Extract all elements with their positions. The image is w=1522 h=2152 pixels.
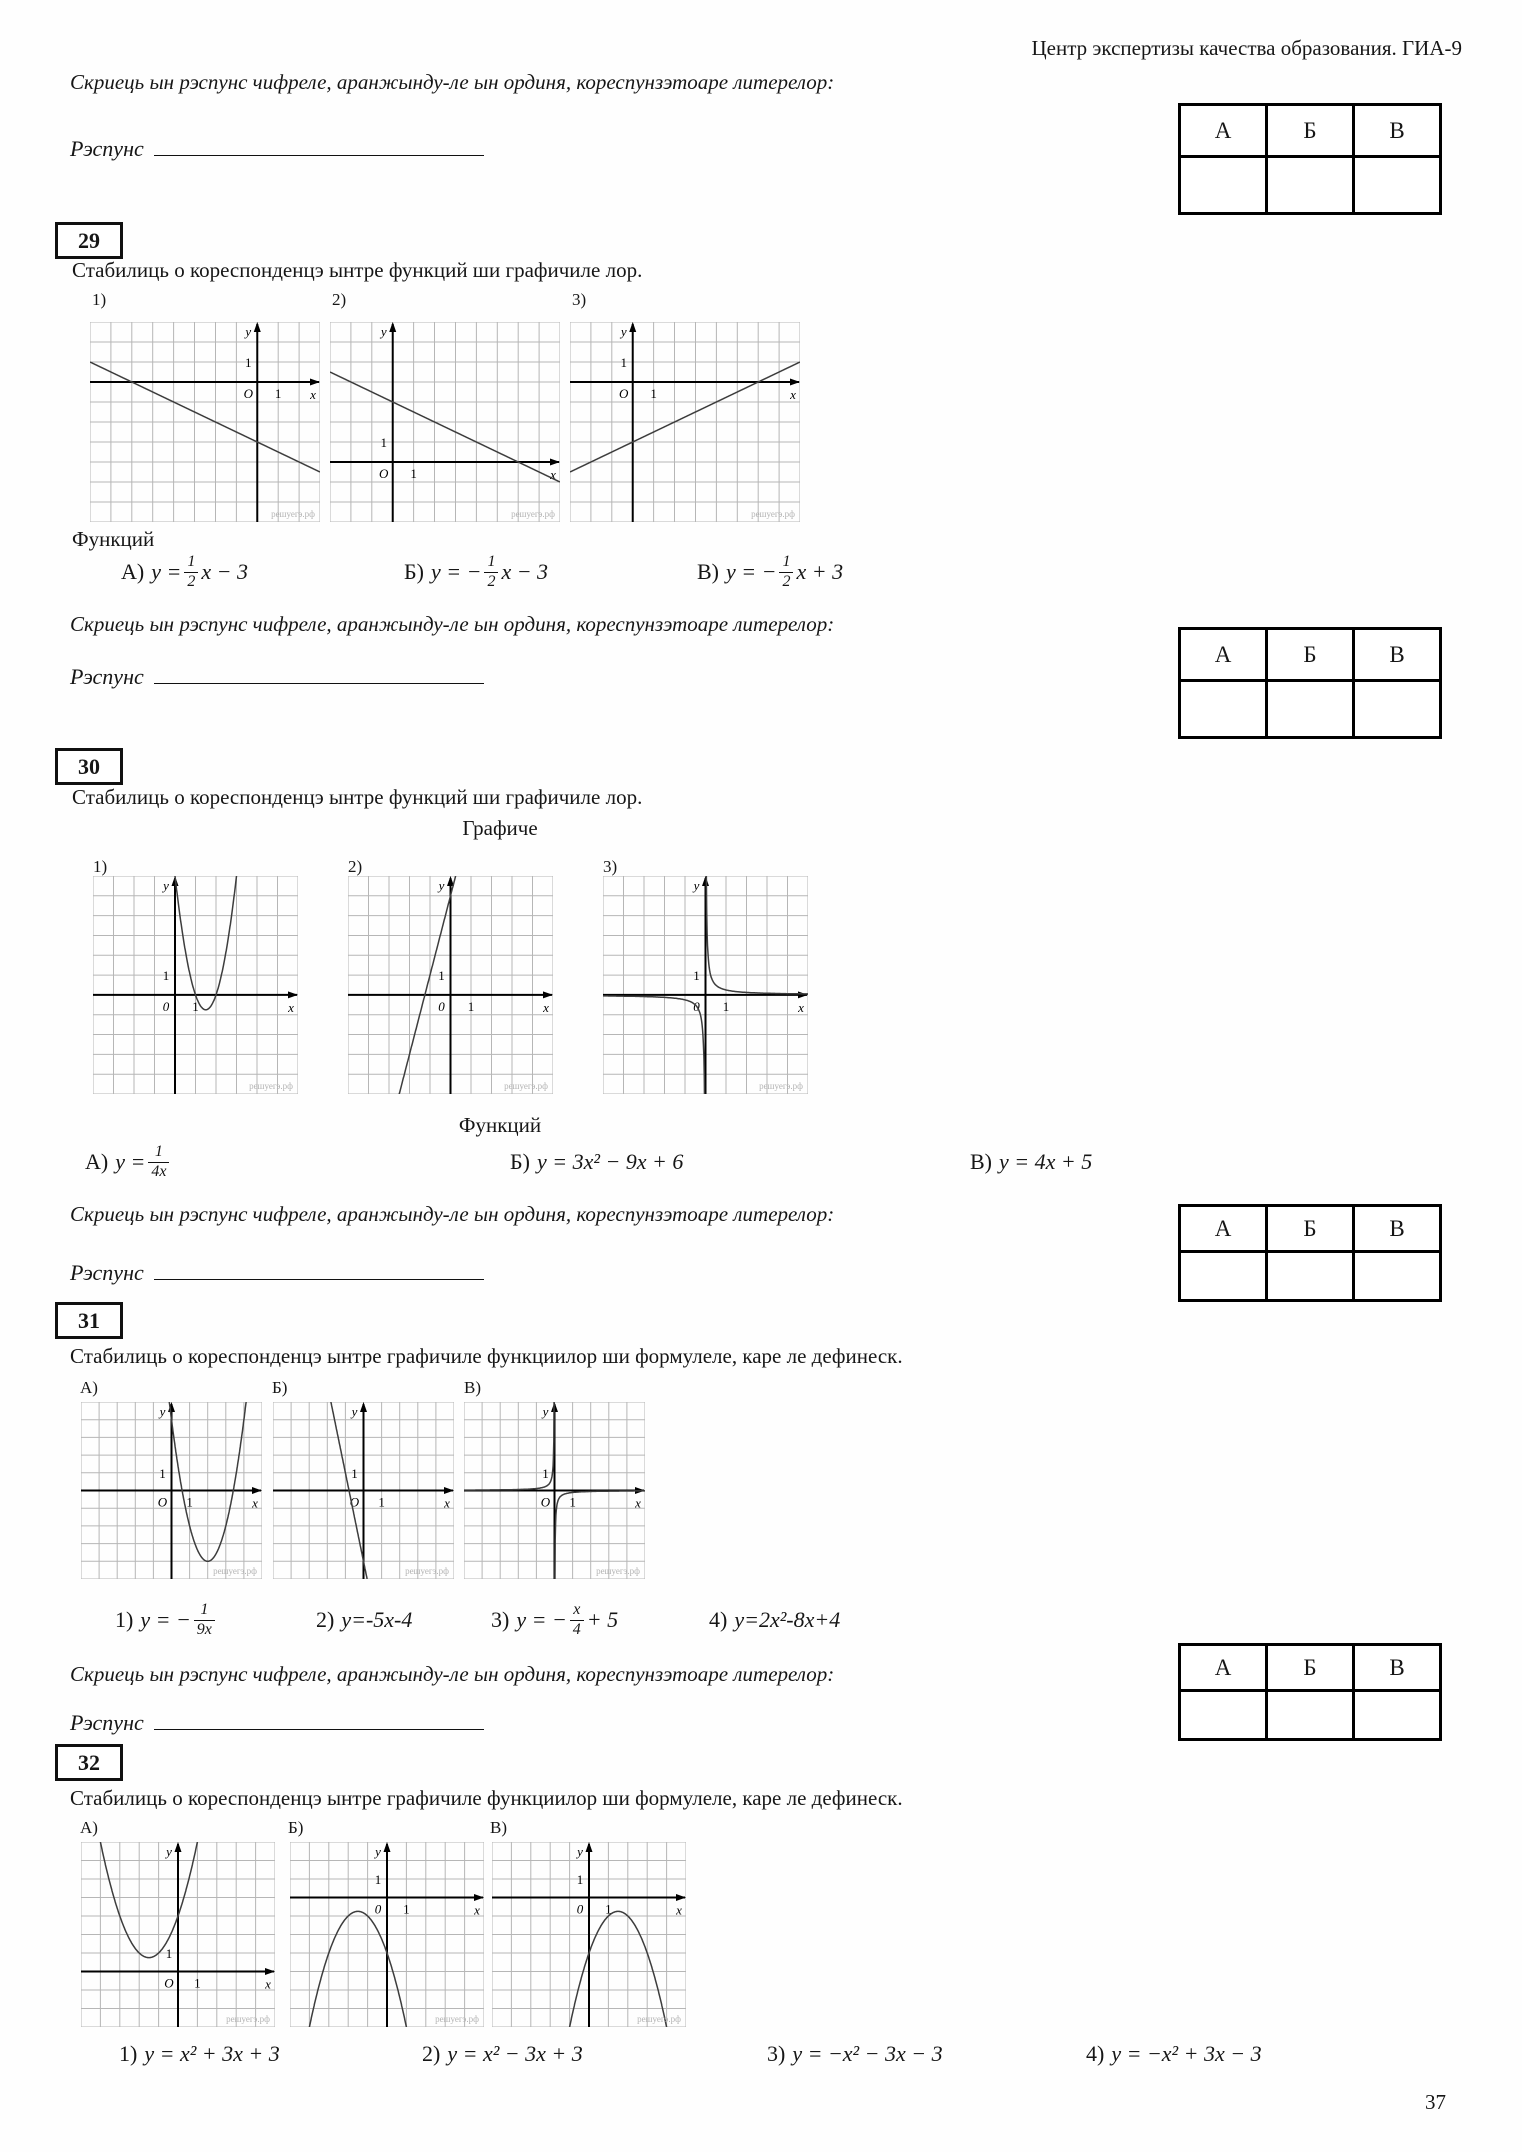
formula-label: В) — [970, 1149, 992, 1174]
svg-text:1: 1 — [467, 998, 475, 1014]
intro-instruction: Скриець ын рэспунс чифреле, аранжынду-ле ын ординя, кореспунзэтоаре литерелор: — [70, 70, 835, 94]
svg-text:O: O — [540, 1494, 551, 1510]
fraction: $\frac{1}{2}$ — [484, 553, 498, 591]
fraction: $\frac{1}{9x}$ — [194, 1601, 215, 1639]
question-prompt: Стабилиць о кореспонденцэ ынтре функций ши графичиле лор. — [72, 258, 643, 282]
svg-text:O: O — [157, 1494, 168, 1510]
functions-title: Функций — [458, 1113, 542, 1137]
svg-text:1: 1 — [245, 355, 252, 370]
graphs-title: Графиче — [462, 816, 538, 840]
svg-text:y: y — [693, 878, 700, 893]
function-graph — [290, 1842, 484, 2027]
graph-label: 3) — [603, 857, 618, 876]
formula — [85, 1138, 172, 1186]
svg-text:y: y — [351, 1404, 358, 1419]
answer-table — [1178, 103, 1442, 215]
answer-cell — [1267, 681, 1354, 738]
svg-text:1: 1 — [542, 1465, 549, 1481]
formula — [491, 1596, 618, 1644]
formula-text: y = x² + 3x + 3 — [144, 2041, 280, 2066]
graph-label: 1) — [93, 857, 108, 876]
graph-label: В) — [490, 1818, 507, 1837]
formula-text: + 5 — [586, 1607, 619, 1632]
function-graph — [603, 876, 808, 1094]
graph-label: Б) — [288, 1818, 304, 1837]
answer-cell — [1267, 1691, 1354, 1740]
formula-label: 4) — [709, 1607, 728, 1632]
response-label: Рэспунс — [70, 136, 144, 162]
page-header: Центр экспертизы качества образования. ГИА-9 — [1031, 36, 1462, 60]
svg-text:0: 0 — [374, 1901, 382, 1917]
answer-cell — [1180, 157, 1267, 214]
formula-text: y = − — [516, 1607, 567, 1632]
svg-text:x: x — [798, 999, 804, 1015]
svg-text:1: 1 — [410, 466, 417, 481]
answer-cell — [1267, 157, 1354, 214]
instruction-text: Скриець ын рэспунс чифреле, аранжынду-ле ын ординя, кореспунзэтоаре литерелор: — [70, 1662, 835, 1686]
svg-text:1: 1 — [722, 998, 730, 1014]
formula-text: y = — [151, 559, 182, 584]
formula — [697, 548, 843, 596]
svg-text:y: y — [620, 324, 627, 339]
question-prompt: Стабилиць о кореспонденцэ ынтре графичиле функциилор ши формулеле, каре ле дефинеск. — [70, 1344, 903, 1368]
svg-text:решуегэ.рф: решуегэ.рф — [596, 1566, 640, 1576]
response-label: Рэспунс — [70, 1260, 144, 1286]
formula — [119, 2030, 280, 2078]
answer-header-b: Б — [1267, 1645, 1354, 1691]
answer-table — [1178, 627, 1442, 739]
answer-header-b: Б — [1267, 629, 1354, 681]
response-label: Рэспунс — [70, 664, 144, 690]
formula-text: y = 3x² − 9x + 6 — [536, 1149, 684, 1174]
function-graph — [348, 876, 553, 1094]
answer-header-v: В — [1354, 1206, 1441, 1252]
formula-label: В) — [697, 559, 719, 584]
svg-text:решуегэ.рф: решуегэ.рф — [637, 2014, 681, 2024]
function-graph — [90, 322, 320, 522]
svg-text:1: 1 — [569, 1494, 576, 1510]
svg-text:решуегэ.рф: решуегэ.рф — [271, 509, 315, 519]
formula-text: y=-5x-4 — [341, 1607, 413, 1632]
formula — [316, 1596, 412, 1644]
formula-text: x − 3 — [501, 559, 549, 584]
formula — [767, 2030, 943, 2078]
svg-text:решуегэ.рф: решуегэ.рф — [751, 509, 795, 519]
svg-text:O: O — [164, 1975, 174, 1991]
svg-text:1: 1 — [186, 1494, 193, 1510]
svg-text:1: 1 — [576, 1872, 584, 1887]
svg-text:решуегэ.рф: решуегэ.рф — [249, 1081, 293, 1091]
svg-text:1: 1 — [192, 998, 199, 1014]
svg-text:решуегэ.рф: решуегэ.рф — [213, 1566, 257, 1576]
svg-text:x: x — [635, 1495, 641, 1511]
svg-text:x: x — [310, 387, 316, 402]
formula-text: y=2x²-8x+4 — [734, 1607, 841, 1632]
formula-label: Б) — [510, 1149, 530, 1174]
answer-header-b: Б — [1267, 1206, 1354, 1252]
answer-header-a: А — [1180, 629, 1267, 681]
formula-text: y = − — [140, 1607, 191, 1632]
svg-text:y: y — [542, 1404, 549, 1419]
svg-text:x: x — [543, 999, 549, 1015]
formula-label: А) — [121, 559, 145, 584]
answer-header-v: В — [1354, 629, 1441, 681]
answer-cell — [1354, 1691, 1441, 1740]
answer-cell — [1180, 681, 1267, 738]
svg-text:O: O — [349, 1494, 360, 1510]
svg-text:1: 1 — [351, 1465, 358, 1481]
answer-header-v: В — [1354, 1645, 1441, 1691]
svg-text:0: 0 — [438, 998, 445, 1014]
svg-text:1: 1 — [274, 386, 282, 401]
fraction: $\frac{x}{4}$ — [570, 1601, 584, 1639]
svg-text:x: x — [550, 467, 556, 482]
answer-cell — [1267, 1252, 1354, 1301]
response-row — [70, 1706, 484, 1736]
svg-text:решуегэ.рф: решуегэ.рф — [435, 2014, 479, 2024]
formula — [970, 1138, 1092, 1186]
svg-text:1: 1 — [650, 386, 657, 401]
response-row — [70, 132, 484, 162]
formula-label: Б) — [404, 559, 424, 584]
svg-text:y: y — [375, 1844, 381, 1859]
svg-text:x: x — [676, 1902, 682, 1918]
formula — [510, 1138, 683, 1186]
svg-text:y: y — [159, 1404, 166, 1419]
svg-text:y: y — [577, 1844, 583, 1859]
formula-label: 3) — [767, 2041, 786, 2066]
function-graph — [492, 1842, 686, 2027]
svg-text:1: 1 — [374, 1872, 382, 1887]
svg-text:1: 1 — [620, 355, 627, 370]
response-blank — [154, 660, 484, 684]
svg-text:x: x — [474, 1902, 480, 1918]
formula — [1086, 2030, 1262, 2078]
function-graph — [273, 1402, 454, 1579]
svg-text:O: O — [243, 386, 253, 401]
response-label: Рэспунс — [70, 1710, 144, 1736]
svg-text:1: 1 — [159, 1465, 166, 1481]
response-row — [70, 660, 484, 690]
answer-cell — [1354, 681, 1441, 738]
instruction-text: Скриець ын рэспунс чифреле, аранжынду-ле ын ординя, кореспунзэтоаре литерелор: — [70, 612, 835, 636]
question-prompt: Стабилиць о кореспонденцэ ынтре графичиле функциилор ши формулеле, каре ле дефинеск. — [70, 1786, 903, 1810]
formula-text: y = − — [430, 559, 482, 584]
formula-text: y = − — [726, 559, 777, 584]
svg-text:1: 1 — [693, 968, 700, 984]
svg-text:1: 1 — [380, 435, 387, 450]
formula-label: А) — [85, 1149, 109, 1174]
question-number-box: 29 — [55, 222, 123, 259]
svg-text:решуегэ.рф: решуегэ.рф — [504, 1081, 548, 1091]
formula-text: x + 3 — [796, 559, 844, 584]
svg-text:1: 1 — [165, 1946, 173, 1961]
formula-text: y = — [115, 1149, 146, 1174]
svg-text:1: 1 — [162, 968, 170, 984]
formula — [404, 548, 548, 596]
fraction: $\frac{1}{2}$ — [184, 553, 198, 591]
svg-text:y: y — [245, 324, 252, 339]
answer-cell — [1354, 1252, 1441, 1301]
formula — [115, 1596, 218, 1644]
response-blank — [154, 132, 484, 156]
svg-text:0: 0 — [576, 1901, 584, 1917]
svg-text:0: 0 — [693, 998, 700, 1014]
formula-text: y = −x² + 3x − 3 — [1111, 2041, 1262, 2066]
function-graph — [570, 322, 800, 522]
function-graph — [93, 876, 298, 1094]
svg-text:решуегэ.рф: решуегэ.рф — [405, 1566, 449, 1576]
formula — [709, 1596, 840, 1644]
graph-label: А) — [80, 1818, 98, 1837]
svg-text:O: O — [619, 386, 629, 401]
formula-text: x − 3 — [201, 559, 248, 584]
function-graph — [464, 1402, 645, 1579]
graph-label: 2) — [332, 290, 347, 309]
svg-text:x: x — [265, 1976, 271, 1992]
answer-header-b: Б — [1267, 105, 1354, 157]
svg-text:x: x — [444, 1495, 450, 1511]
response-row — [70, 1256, 484, 1286]
svg-text:x: x — [288, 999, 294, 1015]
formula-text: y = x² − 3x + 3 — [447, 2041, 583, 2066]
graph-label: 2) — [348, 857, 363, 876]
function-graph — [330, 322, 560, 522]
svg-text:y: y — [163, 878, 169, 893]
formula-label: 3) — [491, 1607, 510, 1632]
svg-text:O: O — [379, 466, 389, 481]
svg-text:1: 1 — [194, 1975, 201, 1991]
svg-text:y: y — [166, 1844, 172, 1859]
answer-cell — [1180, 1252, 1267, 1301]
formula-label: 4) — [1086, 2041, 1105, 2066]
graph-label: Б) — [272, 1378, 288, 1397]
formula-text: y = −x² − 3x − 3 — [792, 2041, 943, 2066]
response-blank — [154, 1256, 484, 1280]
answer-cell — [1180, 1691, 1267, 1740]
fraction: $\frac{1}{2}$ — [779, 553, 793, 591]
answer-header-v: В — [1354, 105, 1441, 157]
svg-text:y: y — [438, 878, 445, 893]
formula-label: 2) — [422, 2041, 441, 2066]
graph-label: А) — [80, 1378, 98, 1397]
svg-text:y: y — [380, 324, 387, 339]
formula-label: 1) — [115, 1607, 134, 1632]
svg-text:x: x — [252, 1495, 258, 1511]
svg-text:x: x — [790, 387, 796, 402]
answer-header-a: А — [1180, 105, 1267, 157]
graph-label: В) — [464, 1378, 481, 1397]
graph-label: 3) — [572, 290, 587, 309]
answer-table — [1178, 1204, 1442, 1302]
formula — [422, 2030, 583, 2078]
svg-text:1: 1 — [403, 1901, 410, 1917]
graph-label: 1) — [92, 290, 107, 309]
formula-label: 2) — [316, 1607, 335, 1632]
svg-text:1: 1 — [378, 1494, 385, 1510]
fraction: $\frac{1}{4x}$ — [148, 1143, 169, 1181]
answer-table — [1178, 1643, 1442, 1741]
svg-text:решуегэ.рф: решуегэ.рф — [226, 2014, 270, 2024]
response-blank — [154, 1706, 484, 1730]
svg-text:решуегэ.рф: решуегэ.рф — [759, 1081, 803, 1091]
answer-header-a: А — [1180, 1645, 1267, 1691]
instruction-text: Скриець ын рэспунс чифреле, аранжынду-ле ын ординя, кореспунзэтоаре литерелор: — [70, 1202, 835, 1226]
question-number-box: 31 — [55, 1302, 123, 1339]
answer-cell — [1354, 157, 1441, 214]
svg-text:решуегэ.рф: решуегэ.рф — [511, 509, 555, 519]
question-number-box: 32 — [55, 1744, 123, 1781]
question-number-box: 30 — [55, 748, 123, 785]
svg-text:1: 1 — [438, 968, 445, 984]
function-graph — [81, 1402, 262, 1579]
formula-label: 1) — [119, 2041, 138, 2066]
page-number: 37 — [1425, 2090, 1446, 2114]
function-graph — [81, 1842, 275, 2027]
question-prompt: Стабилиць о кореспонденцэ ынтре функций ши графичиле лор. — [72, 785, 643, 809]
formula-text: y = 4x + 5 — [999, 1149, 1093, 1174]
svg-text:1: 1 — [605, 1901, 612, 1917]
formula — [121, 548, 248, 596]
svg-text:0: 0 — [162, 998, 170, 1014]
answer-header-a: А — [1180, 1206, 1267, 1252]
functions-title: Функций — [72, 527, 155, 551]
